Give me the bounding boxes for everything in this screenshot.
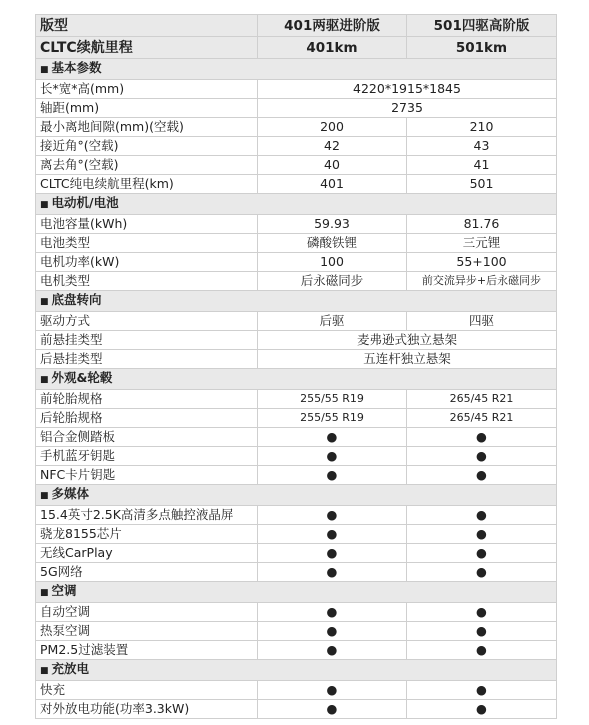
standard-dot-icon-2: ●: [407, 641, 557, 660]
row-value-1: 40: [258, 156, 407, 175]
section-title: [36, 485, 557, 506]
row-label: 前轮胎规格: [36, 390, 258, 409]
row-label: 电池容量(kWh): [36, 215, 258, 234]
section-title: [36, 369, 557, 390]
spec-table-body: [36, 15, 557, 719]
table-row: [36, 80, 557, 99]
table-row: [36, 118, 557, 137]
standard-dot-icon-2: ●: [407, 544, 557, 563]
standard-dot-icon-2: ●: [407, 603, 557, 622]
row-label: 后悬挂类型: [36, 350, 258, 369]
row-value-2: 210: [407, 118, 557, 137]
row-label: NFC卡片钥匙: [36, 466, 258, 485]
row-value-2: 265/45 R21: [407, 409, 557, 428]
table-header-row: [36, 15, 557, 37]
table-row: [36, 622, 557, 641]
row-label: 电机功率(kW): [36, 253, 258, 272]
section-header-row: [36, 660, 557, 681]
section-square-icon: ■: [40, 200, 49, 210]
row-label: 轴距(mm): [36, 99, 258, 118]
row-value-shared: 五连杆独立悬架: [258, 350, 557, 369]
spec-table-container: [35, 14, 556, 719]
section-label: 外观&轮毂: [51, 370, 113, 385]
table-row: [36, 428, 557, 447]
section-header-row: [36, 59, 557, 80]
section-title: [36, 291, 557, 312]
section-title: [36, 194, 557, 215]
section-label: 基本参数: [51, 60, 102, 75]
table-row: [36, 350, 557, 369]
row-label: 驱动方式: [36, 312, 258, 331]
section-square-icon: ■: [40, 588, 49, 598]
standard-dot-icon-1: ●: [258, 700, 407, 719]
standard-dot-icon-2: ●: [407, 525, 557, 544]
row-label: 15.4英寸2.5K高清多点触控液晶屏: [36, 506, 258, 525]
table-row: [36, 253, 557, 272]
table-row: [36, 409, 557, 428]
section-square-icon: ■: [40, 375, 49, 385]
row-value-1: 401km: [258, 37, 407, 59]
table-row: [36, 215, 557, 234]
row-label: 手机蓝牙钥匙: [36, 447, 258, 466]
row-label: 最小离地间隙(mm)(空载): [36, 118, 258, 137]
row-label: 后轮胎规格: [36, 409, 258, 428]
standard-dot-icon-1: ●: [258, 681, 407, 700]
row-value-2: 43: [407, 137, 557, 156]
row-value-shared: 麦弗逊式独立悬架: [258, 331, 557, 350]
standard-dot-icon-1: ●: [258, 603, 407, 622]
row-label: 对外放电功能(功率3.3kW): [36, 700, 258, 719]
table-row: [36, 525, 557, 544]
row-label: 无线CarPlay: [36, 544, 258, 563]
row-label: CLTC续航里程: [36, 37, 258, 59]
table-row: [36, 700, 557, 719]
standard-dot-icon-1: ●: [258, 447, 407, 466]
table-row: [36, 272, 557, 291]
row-label: 热泵空调: [36, 622, 258, 641]
section-square-icon: ■: [40, 65, 49, 75]
table-row: [36, 603, 557, 622]
table-row: [36, 506, 557, 525]
row-value-2: 四驱: [407, 312, 557, 331]
table-row: [36, 641, 557, 660]
row-value-2: 265/45 R21: [407, 390, 557, 409]
section-label: 空调: [51, 583, 77, 598]
row-value-2: 三元锂: [407, 234, 557, 253]
standard-dot-icon-2: ●: [407, 447, 557, 466]
standard-dot-icon-1: ●: [258, 506, 407, 525]
spec-table: [35, 14, 557, 719]
section-header-row: [36, 291, 557, 312]
standard-dot-icon-1: ●: [258, 525, 407, 544]
row-label: 5G网络: [36, 563, 258, 582]
row-value-1: 59.93: [258, 215, 407, 234]
section-label: 底盘转向: [51, 292, 102, 307]
standard-dot-icon-2: ●: [407, 700, 557, 719]
row-value-shared: 4220*1915*1845: [258, 80, 557, 99]
section-square-icon: ■: [40, 297, 49, 307]
table-row: [36, 312, 557, 331]
section-title: [36, 582, 557, 603]
row-label: PM2.5过滤装置: [36, 641, 258, 660]
standard-dot-icon-1: ●: [258, 641, 407, 660]
row-value-1: 255/55 R19: [258, 390, 407, 409]
table-row: [36, 563, 557, 582]
row-value-shared: 2735: [258, 99, 557, 118]
section-label: 多媒体: [51, 486, 90, 501]
standard-dot-icon-2: ●: [407, 466, 557, 485]
standard-dot-icon-1: ●: [258, 428, 407, 447]
section-title: [36, 59, 557, 80]
row-label: 离去角°(空载): [36, 156, 258, 175]
row-value-1: 100: [258, 253, 407, 272]
section-square-icon: ■: [40, 491, 49, 501]
table-row: [36, 156, 557, 175]
row-value-1: 后驱: [258, 312, 407, 331]
header-trim-1: 401两驱进阶版: [258, 15, 407, 37]
row-label: 电机类型: [36, 272, 258, 291]
table-row: [36, 331, 557, 350]
row-value-2: 41: [407, 156, 557, 175]
table-row: [36, 37, 557, 59]
row-value-1: 42: [258, 137, 407, 156]
section-title: [36, 660, 557, 681]
section-header-row: [36, 582, 557, 603]
section-header-row: [36, 194, 557, 215]
row-label: 快充: [36, 681, 258, 700]
header-label: 版型: [36, 15, 258, 37]
standard-dot-icon-2: ●: [407, 622, 557, 641]
row-value-1: 磷酸铁锂: [258, 234, 407, 253]
standard-dot-icon-2: ●: [407, 563, 557, 582]
row-label: 接近角°(空载): [36, 137, 258, 156]
row-value-2: 81.76: [407, 215, 557, 234]
row-label: 电池类型: [36, 234, 258, 253]
row-value-2: 501: [407, 175, 557, 194]
standard-dot-icon-1: ●: [258, 466, 407, 485]
standard-dot-icon-2: ●: [407, 428, 557, 447]
section-label: 电动机/电池: [51, 195, 119, 210]
row-value-2: 前交流异步+后永磁同步: [407, 272, 557, 291]
table-row: [36, 466, 557, 485]
table-row: [36, 175, 557, 194]
row-label: CLTC纯电续航里程(km): [36, 175, 258, 194]
row-value-2: 55+100: [407, 253, 557, 272]
row-value-1: 后永磁同步: [258, 272, 407, 291]
section-square-icon: ■: [40, 666, 49, 676]
standard-dot-icon-2: ●: [407, 681, 557, 700]
standard-dot-icon-2: ●: [407, 506, 557, 525]
table-row: [36, 390, 557, 409]
table-row: [36, 447, 557, 466]
table-row: [36, 137, 557, 156]
table-row: [36, 234, 557, 253]
row-value-1: 401: [258, 175, 407, 194]
header-trim-2: 501四驱高阶版: [407, 15, 557, 37]
standard-dot-icon-1: ●: [258, 622, 407, 641]
row-label: 铝合金侧踏板: [36, 428, 258, 447]
row-label: 自动空调: [36, 603, 258, 622]
row-label: 前悬挂类型: [36, 331, 258, 350]
row-value-1: 255/55 R19: [258, 409, 407, 428]
table-row: [36, 99, 557, 118]
standard-dot-icon-1: ●: [258, 563, 407, 582]
table-row: [36, 681, 557, 700]
section-header-row: [36, 485, 557, 506]
row-label: 骁龙8155芯片: [36, 525, 258, 544]
row-value-1: 200: [258, 118, 407, 137]
row-value-2: 501km: [407, 37, 557, 59]
standard-dot-icon-1: ●: [258, 544, 407, 563]
section-header-row: [36, 369, 557, 390]
section-label: 充放电: [51, 661, 90, 676]
row-label: 长*宽*高(mm): [36, 80, 258, 99]
table-row: [36, 544, 557, 563]
